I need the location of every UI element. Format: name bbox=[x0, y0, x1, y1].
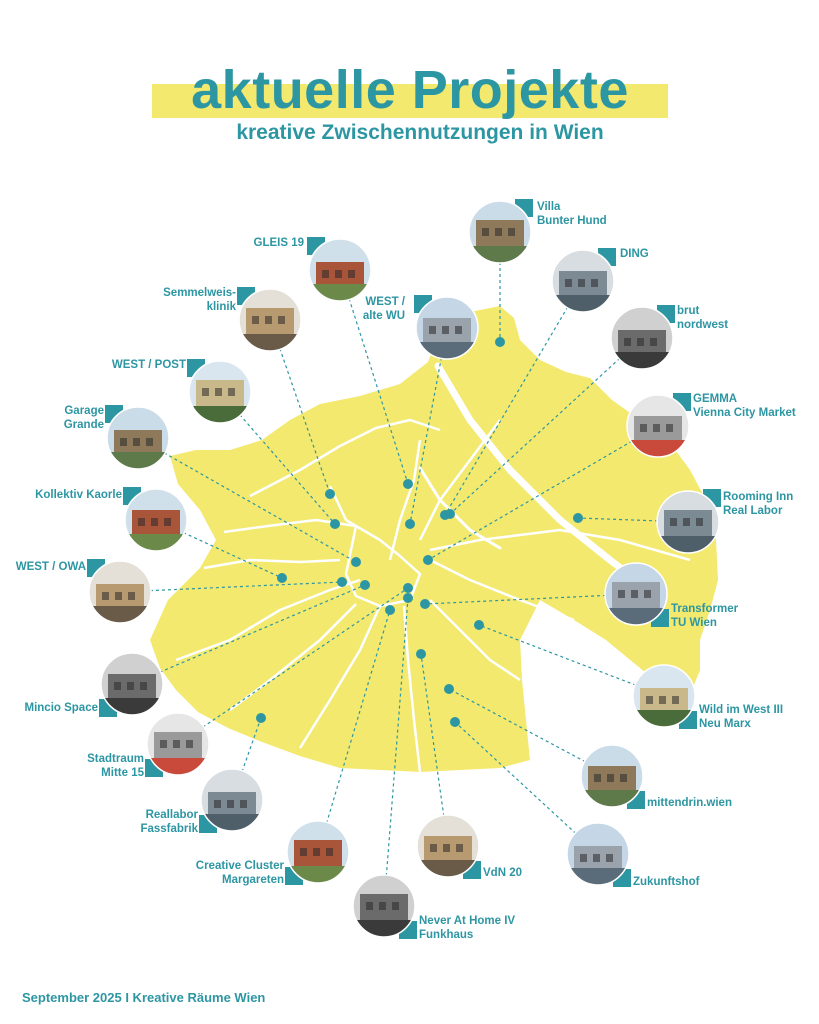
location-label: WEST / alte WU bbox=[362, 296, 405, 322]
location-marker[interactable] bbox=[573, 513, 583, 523]
location-marker[interactable] bbox=[403, 479, 413, 489]
location-label: Wild im West III Neu Marx bbox=[699, 704, 784, 730]
location-label: GEMMA Vienna City Market bbox=[693, 393, 796, 419]
location-label: DING bbox=[620, 248, 649, 260]
location-marker[interactable] bbox=[405, 519, 415, 529]
location-label: Stadtraum Mitte 15 bbox=[87, 753, 144, 779]
location-marker[interactable] bbox=[277, 573, 287, 583]
location-marker[interactable] bbox=[325, 489, 335, 499]
location-photo[interactable] bbox=[307, 237, 371, 302]
location-marker[interactable] bbox=[330, 519, 340, 529]
location-label: Creative Cluster Margareten bbox=[195, 860, 284, 886]
location-label: Garage Grande bbox=[63, 405, 104, 431]
location-marker[interactable] bbox=[360, 580, 370, 590]
location-label: Semmelweis-klinik bbox=[163, 287, 236, 313]
location-label: Kollektiv Kaorle bbox=[35, 489, 122, 501]
location-marker[interactable] bbox=[420, 599, 430, 609]
location-photo[interactable] bbox=[581, 745, 645, 809]
location-marker[interactable] bbox=[403, 583, 413, 593]
location-photo[interactable] bbox=[105, 405, 169, 470]
location-marker[interactable] bbox=[495, 337, 505, 347]
location-photo[interactable] bbox=[237, 287, 301, 352]
location-marker[interactable] bbox=[444, 684, 454, 694]
location-photo[interactable] bbox=[633, 665, 697, 729]
location-photo[interactable] bbox=[285, 821, 349, 885]
location-label: Transformer TU Wien bbox=[671, 603, 739, 629]
location-photo[interactable] bbox=[199, 769, 263, 833]
location-label: mittendrin.wien bbox=[647, 797, 732, 809]
location-marker[interactable] bbox=[445, 509, 455, 519]
footer-credit: September 2025 I Kreative Räume Wien bbox=[22, 990, 266, 1005]
page-subtitle: kreative Zwischennutzungen in Wien bbox=[236, 121, 604, 144]
location-photo[interactable] bbox=[145, 713, 209, 777]
location-photo[interactable] bbox=[99, 653, 163, 717]
location-photo[interactable] bbox=[417, 815, 481, 879]
location-photo[interactable] bbox=[187, 359, 251, 424]
location-marker[interactable] bbox=[450, 717, 460, 727]
location-label: WEST / OWA bbox=[15, 561, 86, 573]
location-marker[interactable] bbox=[337, 577, 347, 587]
location-label: VdN 20 bbox=[483, 867, 522, 879]
location-marker[interactable] bbox=[351, 557, 361, 567]
location-marker[interactable] bbox=[474, 620, 484, 630]
location-marker[interactable] bbox=[256, 713, 266, 723]
location-marker[interactable] bbox=[423, 555, 433, 565]
location-marker[interactable] bbox=[385, 605, 395, 615]
location-photo[interactable] bbox=[567, 823, 631, 887]
location-label: Zukunftshof bbox=[633, 876, 700, 888]
location-photo[interactable] bbox=[414, 295, 478, 360]
location-photo[interactable] bbox=[469, 199, 533, 264]
location-label: Mincio Space bbox=[24, 702, 98, 714]
location-label: Never At Home IV Funkhaus bbox=[419, 915, 516, 941]
location-label: WEST / POST bbox=[111, 359, 186, 371]
location-marker[interactable] bbox=[403, 593, 413, 603]
location-marker[interactable] bbox=[416, 649, 426, 659]
page-title: aktuelle Projekte bbox=[191, 60, 629, 120]
location-label: Villa Bunter Hund bbox=[537, 201, 607, 227]
location-label: Rooming Inn Real Labor bbox=[723, 491, 794, 517]
location-photo[interactable] bbox=[123, 487, 187, 552]
location-photo[interactable] bbox=[552, 248, 616, 313]
location-photo[interactable] bbox=[87, 559, 151, 624]
location-photo[interactable] bbox=[627, 393, 691, 458]
location-photo[interactable] bbox=[605, 563, 669, 627]
location-photo[interactable] bbox=[353, 875, 417, 939]
location-label: Reallabor Fassfabrik bbox=[140, 809, 198, 835]
location-label: GLEIS 19 bbox=[253, 237, 304, 249]
location-label: brut nordwest bbox=[677, 305, 729, 331]
location-photo[interactable] bbox=[611, 305, 675, 370]
